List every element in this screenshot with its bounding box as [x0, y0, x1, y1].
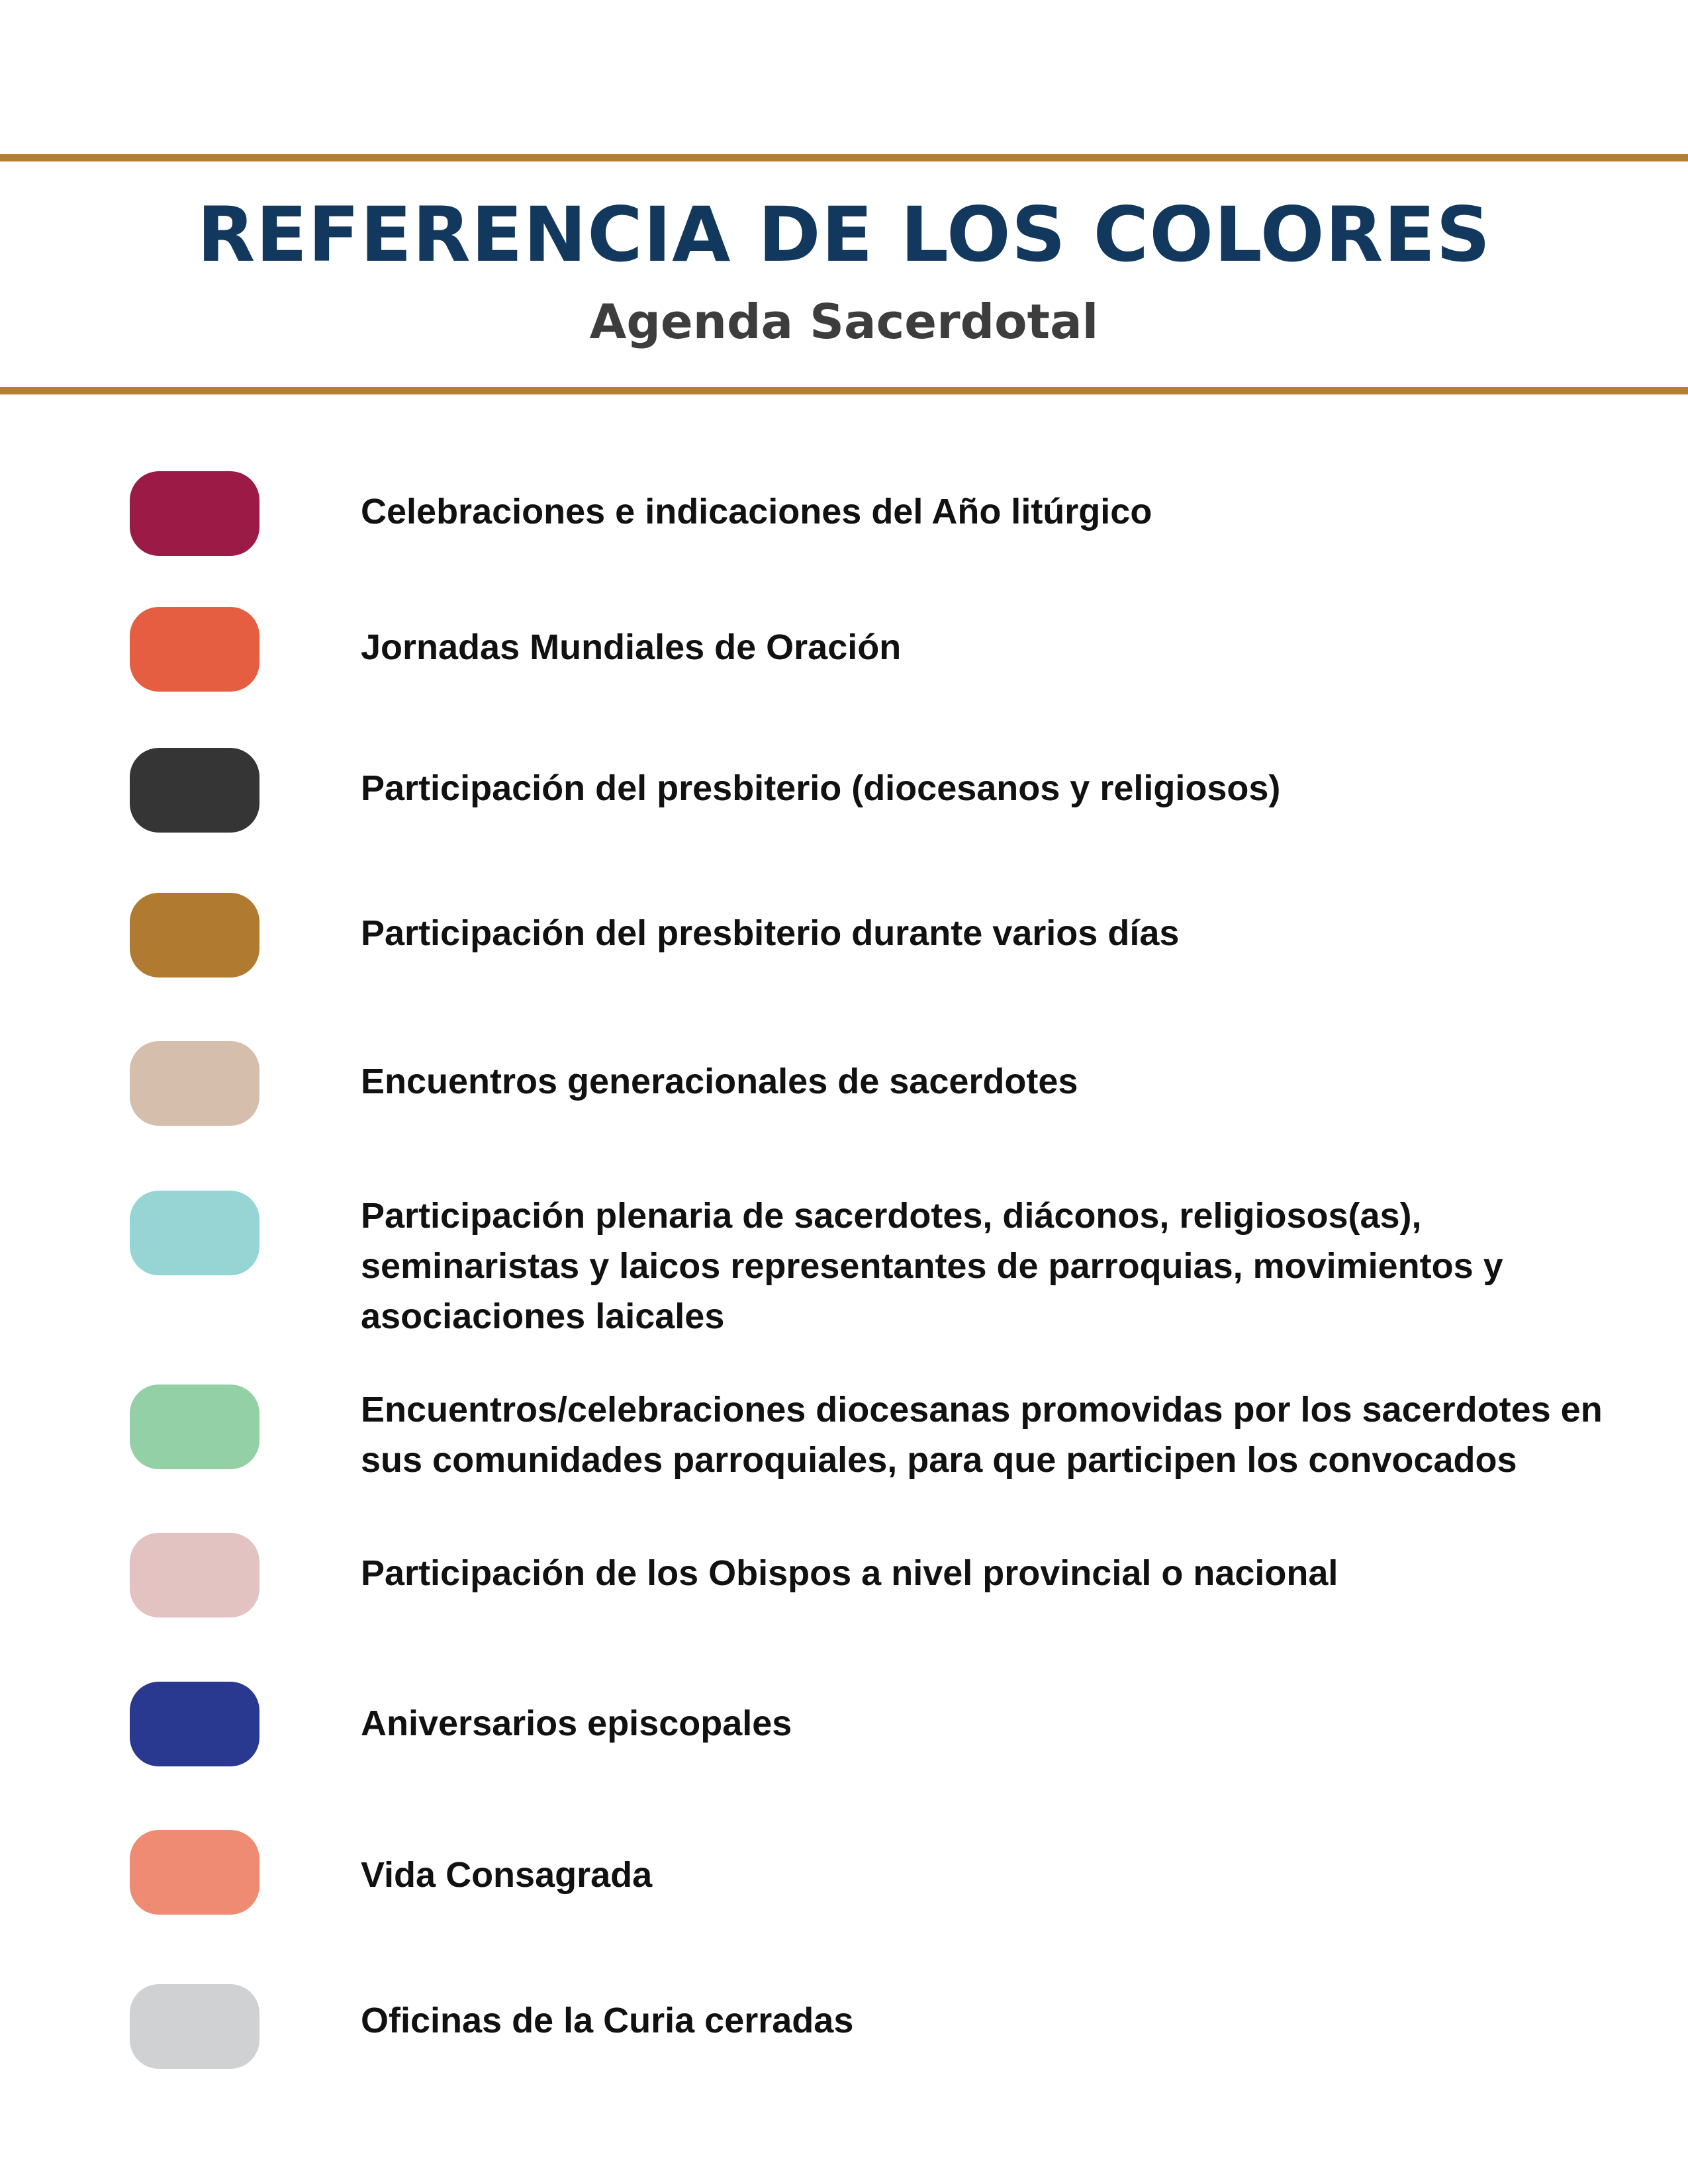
- legend-label: Participación plenaria de sacerdotes, diáconos, religiosos(as), seminaristas y laicos representantes de parroquias, movimientos y asociaciones laicales: [361, 1196, 1503, 1336]
- page-subtitle: Agenda Sacerdotal: [589, 294, 1099, 349]
- legend-label: Participación del presbiterio (diocesanos y religiosos): [361, 768, 1281, 808]
- legend-label: Oficinas de la Curia cerradas: [361, 2001, 854, 2040]
- color-swatch: [130, 1385, 259, 1469]
- color-swatch: [130, 893, 259, 978]
- color-swatch: [130, 1984, 259, 2069]
- color-swatch: [130, 607, 259, 692]
- legend-label: Participación del presbiterio durante varios días: [361, 913, 1180, 953]
- legend-label: Aniversarios episcopales: [361, 1704, 792, 1743]
- color-swatch: [130, 1191, 259, 1275]
- color-swatch: [130, 1682, 259, 1766]
- color-swatch: [130, 1830, 259, 1915]
- legend-label: Vida Consagrada: [361, 1855, 653, 1895]
- legend-label: Participación de los Obispos a nivel provincial o nacional: [361, 1553, 1338, 1593]
- legend-label: Celebraciones e indicaciones del Año litúrgico: [361, 492, 1152, 531]
- legend-label: Jornadas Mundiales de Oración: [361, 627, 902, 667]
- color-swatch: [130, 748, 259, 833]
- color-swatch: [130, 1533, 259, 1617]
- color-swatch: [130, 471, 259, 556]
- legend-label: Encuentros generacionales de sacerdotes: [361, 1062, 1078, 1101]
- legend-label: Encuentros/celebraciones diocesanas promovidas por los sacerdotes en sus comunidades parroquiales, para que participen los convocados: [361, 1390, 1603, 1480]
- color-swatch: [130, 1041, 259, 1126]
- page-title: REFERENCIA DE LOS COLORES: [197, 191, 1491, 279]
